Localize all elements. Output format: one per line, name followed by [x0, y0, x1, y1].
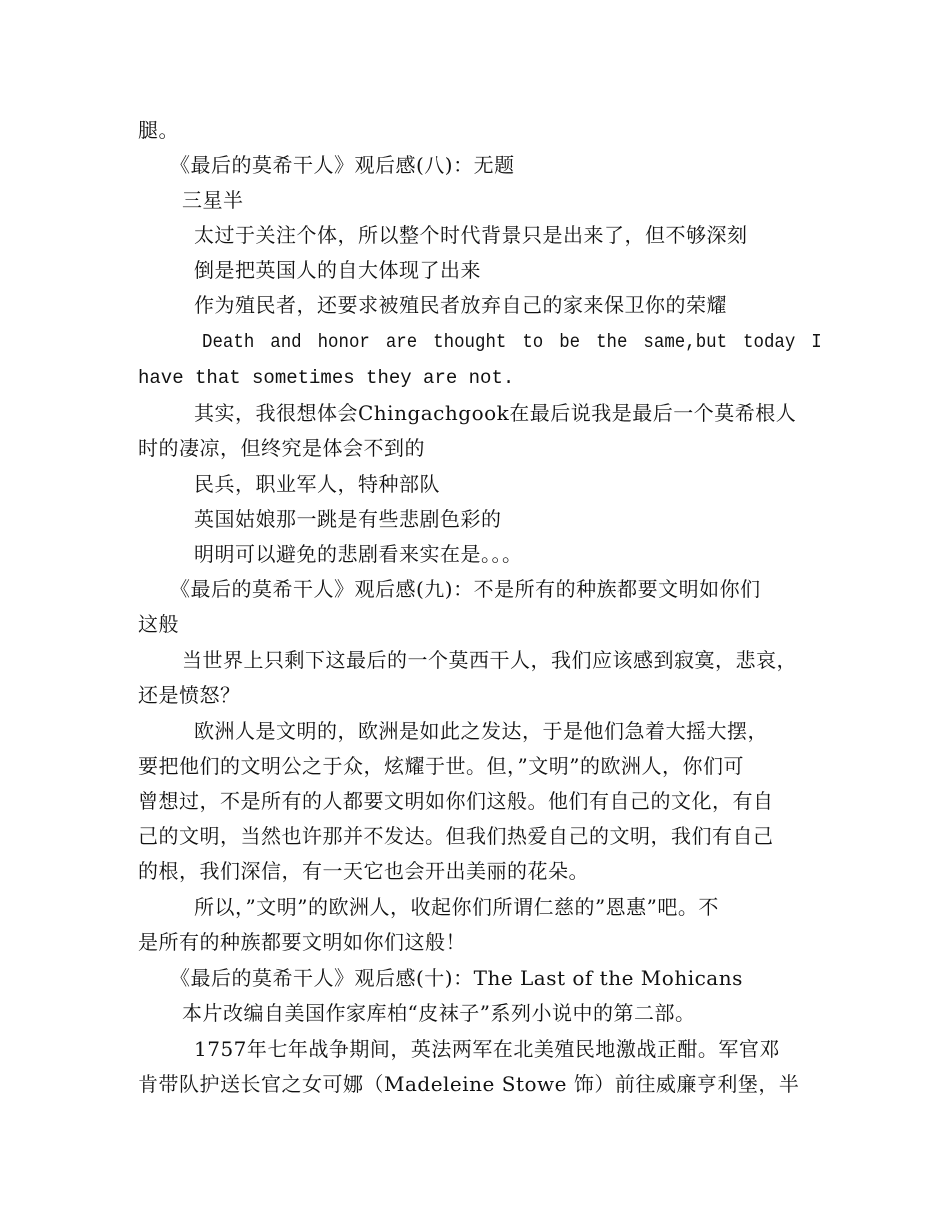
- text-line: 1757年七年战争期间，英法两军在北美殖民地激战正酣。军官邓: [194, 1037, 780, 1061]
- text-line: 欧洲人是文明的，欧洲是如此之发达，于是他们急着大摇大摆，: [194, 719, 768, 743]
- text-line: 当世界上只剩下这最后的一个莫西干人，我们应该感到寂寞，悲哀，: [182, 648, 797, 672]
- text-line: 还是愤怒？: [138, 683, 241, 707]
- text-line: 要把他们的文明公之于众，炫耀于世。但，”文明”的欧洲人，你们可: [138, 754, 744, 778]
- text-line: 倒是把英国人的自大体现了出来: [194, 258, 481, 282]
- text-line: 英国姑娘那一跳是有些悲剧色彩的: [194, 507, 502, 531]
- english-quote-line: have that sometimes they are not.: [138, 367, 515, 389]
- text-line: 肯带队护送长官之女可娜（Madeleine Stowe 饰）前往威廉亨利堡，半: [138, 1072, 800, 1096]
- english-quote-line: Death and honor are thought to be the same,but today I: [202, 331, 822, 353]
- rating-text: 三星半: [182, 188, 244, 212]
- section-heading: 《最后的莫希干人》观后感(九)：不是所有的种族都要文明如你们: [170, 577, 761, 601]
- text-line: 其实，我很想体会Chingachgook在最后说我是最后一个莫希根人: [194, 401, 797, 425]
- text-line: 所以，”文明”的欧洲人，收起你们所谓仁慈的”恩惠”吧。不: [194, 895, 719, 919]
- text-line: 腿。: [138, 118, 179, 142]
- text-line: 民兵，职业军人，特种部队: [194, 472, 440, 496]
- text-line: 这般: [138, 612, 179, 636]
- text-line: 本片改编自美国作家库柏“皮袜子”系列小说中的第二部。: [182, 1001, 696, 1025]
- section-heading: 《最后的莫希干人》观后感(八)：无题: [170, 153, 515, 177]
- text-line: 时的凄凉，但终究是体会不到的: [138, 436, 425, 460]
- text-line: 太过于关注个体，所以整个时代背景只是出来了，但不够深刻: [194, 223, 748, 247]
- text-line: 明明可以避免的悲剧看来实在是。。。: [194, 542, 523, 566]
- text-line: 曾想过，不是所有的人都要文明如你们这般。他们有自己的文化，有自: [138, 789, 774, 813]
- section-heading: 《最后的莫希干人》观后感(十)：The Last of the Mohicans: [170, 966, 743, 990]
- text-line: 是所有的种族都要文明如你们这般！: [138, 930, 466, 954]
- text-line: 作为殖民者，还要求被殖民者放弃自己的家来保卫你的荣耀: [194, 293, 727, 317]
- text-line: 的根，我们深信，有一天它也会开出美丽的花朵。: [138, 859, 589, 883]
- text-line: 己的文明，当然也许那并不发达。但我们热爱自己的文明，我们有自己: [138, 824, 774, 848]
